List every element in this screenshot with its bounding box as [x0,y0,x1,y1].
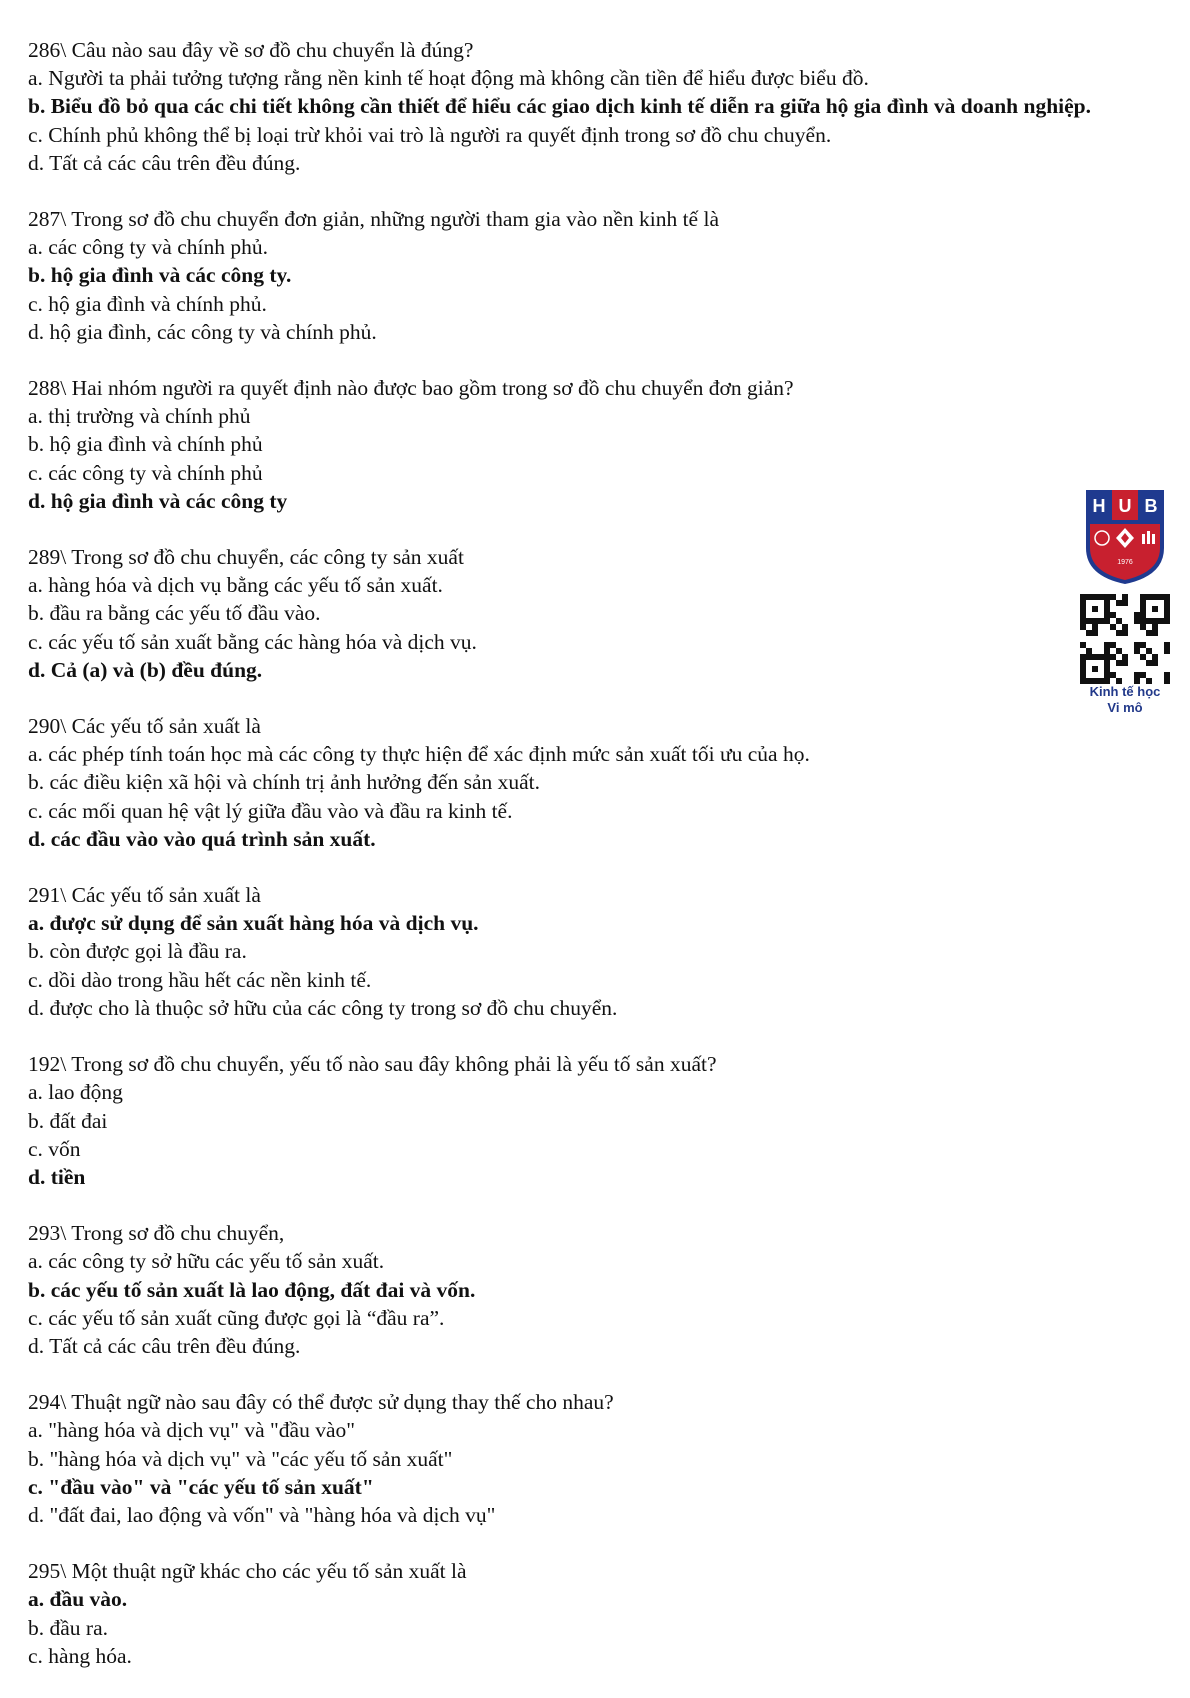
answer-option: b. hộ gia đình và chính phủ [28,432,263,457]
answer-option-correct: d. hộ gia đình và các công ty [28,488,288,513]
answer-option: c. các yếu tố sản xuất bằng các hàng hóa và dịch vụ. [28,629,477,654]
answer-option-correct: b. Biểu đồ bỏ qua các chi tiết không cần thiết để hiểu các giao dịch kinh tế diễn ra giữa hộ gia đình và doanh nghiệp. [28,94,1092,119]
question-block [28,205,1148,346]
question-block [28,543,1148,684]
answer-option: a. "hàng hóa và dịch vụ" và "đầu vào" [28,1418,356,1443]
question-block [28,1219,1148,1360]
question-block [28,1557,1148,1670]
qr-code-icon [1080,594,1170,684]
answer-option: a. hàng hóa và dịch vụ bằng các yếu tố sản xuất. [28,573,443,598]
answer-option: b. đầu ra. [28,1615,108,1640]
answer-option: c. dồi dào trong hầu hết các nền kinh tế. [28,967,372,992]
svg-text:H: H [1092,496,1106,516]
caption-line-2: Vi mô [1107,700,1143,715]
question-text: 286\ Câu nào sau đây về sơ đồ chu chuyển là đúng? [28,38,474,62]
answer-option: a. thị trường và chính phủ [28,404,251,429]
svg-text:1976: 1976 [1117,559,1133,566]
answer-option-correct: d. Cả (a) và (b) đều đúng. [28,657,263,682]
question-text: 287\ Trong sơ đồ chu chuyển đơn giản, những người tham gia vào nền kinh tế là [28,207,719,232]
question-text: 290\ Các yếu tố sản xuất là [28,714,261,739]
answer-option: b. các điều kiện xã hội và chính trị ảnh hưởng đến sản xuất. [28,770,541,795]
answer-option: a. Người ta phải tưởng tượng rằng nền kinh tế hoạt động mà không cần tiền để hiểu được biểu đồ. [28,66,869,91]
question-text: 295\ Một thuật ngữ khác cho các yếu tố sản xuất là [28,1559,467,1584]
answer-option: d. Tất cả các câu trên đều đúng. [28,150,301,175]
answer-option: b. "hàng hóa và dịch vụ" và "các yếu tố sản xuất" [28,1446,453,1471]
answer-option: b. đầu ra bằng các yếu tố đầu vào. [28,601,321,626]
answer-option: a. các công ty và chính phủ. [28,235,268,260]
answer-option: c. hàng hóa. [28,1643,132,1668]
answer-option: c. các mối quan hệ vật lý giữa đầu vào và đầu ra kinh tế. [28,798,513,823]
answer-option: d. hộ gia đình, các công ty và chính phủ. [28,319,377,344]
hub-logo-icon [1084,488,1166,586]
answer-option: d. Tất cả các câu trên đều đúng. [28,1333,301,1358]
question-text: 294\ Thuật ngữ nào sau đây có thể được sử dụng thay thế cho nhau? [28,1390,614,1415]
answer-option: b. đất đai [28,1108,108,1133]
answer-option: d. được cho là thuộc sở hữu của các công ty trong sơ đồ chu chuyển. [28,995,618,1020]
answer-option: d. "đất đai, lao động và vốn" và "hàng hóa và dịch vụ" [28,1502,496,1527]
answer-option: b. còn được gọi là đầu ra. [28,939,247,964]
question-text: 192\ Trong sơ đồ chu chuyển, yếu tố nào sau đây không phải là yếu tố sản xuất? [28,1052,717,1077]
question-block [28,1388,1148,1529]
answer-option: c. Chính phủ không thể bị loại trừ khỏi vai trò là người ra quyết định trong sơ đồ chu chuyển. [28,122,832,147]
caption-line-1: Kinh tế học [1089,684,1161,699]
answer-option: a. các công ty sở hữu các yếu tố sản xuất. [28,1249,385,1274]
question-block [28,1050,1148,1191]
sidebar-branding [1070,488,1180,716]
question-text: 289\ Trong sơ đồ chu chuyển, các công ty sản xuất [28,545,464,570]
answer-option: c. các yếu tố sản xuất cũng được gọi là “đầu ra”. [28,1305,445,1330]
answer-option: c. vốn [28,1136,81,1161]
svg-text:U: U [1118,496,1132,516]
answer-option-correct: a. được sử dụng để sản xuất hàng hóa và dịch vụ. [28,911,479,936]
answer-option-correct: c. "đầu vào" và "các yếu tố sản xuất" [28,1474,374,1499]
answer-option: c. các công ty và chính phủ [28,460,263,485]
document-body [28,36,1148,1698]
svg-text:B: B [1144,496,1158,516]
question-block [28,712,1148,853]
question-text: 288\ Hai nhóm người ra quyết định nào được bao gồm trong sơ đồ chu chuyển đơn giản? [28,376,794,401]
question-text: 291\ Các yếu tố sản xuất là [28,883,261,908]
answer-option-correct: d. tiền [28,1164,86,1189]
question-text: 293\ Trong sơ đồ chu chuyển, [28,1221,285,1246]
answer-option-correct: b. các yếu tố sản xuất là lao động, đất đai và vốn. [28,1277,476,1302]
answer-option-correct: d. các đầu vào vào quá trình sản xuất. [28,826,376,851]
answer-option-correct: b. hộ gia đình và các công ty. [28,263,292,288]
answer-option: a. các phép tính toán học mà các công ty thực hiện để xác định mức sản xuất tối ưu của họ. [28,742,810,767]
question-block [28,881,1148,1022]
question-block [28,374,1148,515]
question-block [28,36,1148,177]
answer-option: c. hộ gia đình và chính phủ. [28,291,267,316]
answer-option: a. lao động [28,1080,123,1105]
answer-option-correct: a. đầu vào. [28,1587,128,1612]
